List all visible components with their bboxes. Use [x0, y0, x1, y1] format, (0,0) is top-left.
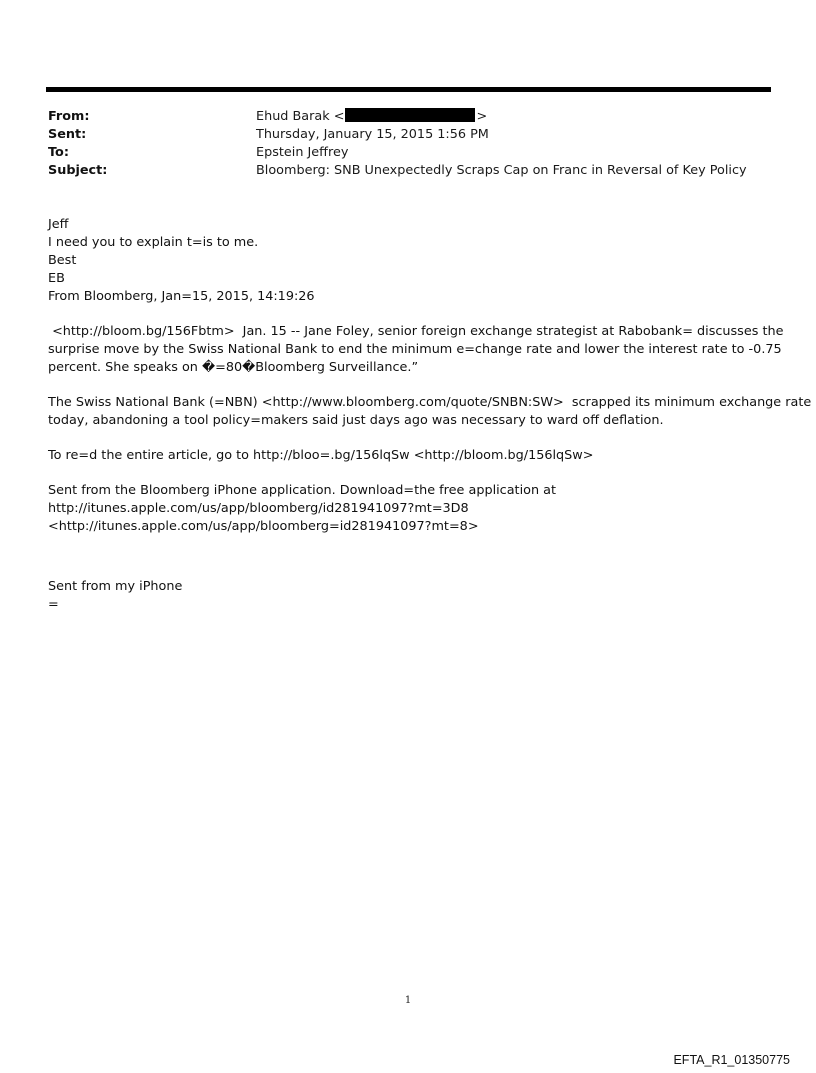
- article-paragraph-3: [48, 447, 773, 465]
- subject-value: Bloomberg: SNB Unexpectedly Scraps Cap on Franc in Reversal of Key Policy: [256, 163, 747, 178]
- from-label: From:: [48, 109, 90, 124]
- document-id: EFTA_R1_01350775: [673, 1053, 790, 1067]
- page-number: 1: [404, 995, 412, 1006]
- from-value: [256, 108, 487, 126]
- to-label: To:: [48, 145, 69, 160]
- body-line: Best: [48, 253, 77, 268]
- sent-row: [48, 126, 773, 144]
- body-line: I need you to explain t=is to me.: [48, 235, 259, 250]
- signature-block: [48, 578, 773, 614]
- body-line: <http://itunes.apple.com/us/app/bloomberg=id281941097?mt=8>: [48, 519, 479, 534]
- body-line: The Swiss National Bank (=NBN) <http://www.bloomberg.com/quote/SNBN:SW> scrapped its minimum exchange rate: [48, 395, 812, 410]
- from-row: [48, 108, 773, 126]
- email-header: [48, 108, 773, 180]
- to-row: [48, 144, 773, 162]
- body-line: =: [48, 597, 59, 612]
- body-line: http://itunes.apple.com/us/app/bloomberg/id281941097?mt=3D8: [48, 501, 469, 516]
- body-line: Jeff: [48, 217, 69, 232]
- body-line: Sent from my iPhone: [48, 579, 183, 594]
- subject-label: Subject:: [48, 163, 108, 178]
- body-line: <http://bloom.bg/156Fbtm> Jan. 15 -- Jane Foley, senior foreign exchange strategist at Rabobank= discusses the: [48, 324, 784, 339]
- body-line: Sent from the Bloomberg iPhone application. Download=the free application at: [48, 483, 556, 498]
- article-paragraph-1: [48, 323, 784, 377]
- subject-row: [48, 162, 773, 180]
- redacted-email-block: [345, 108, 475, 122]
- body-line: To re=d the entire article, go to http://bloo=.bg/156lqSw <http://bloom.bg/156lqSw>: [48, 448, 594, 463]
- body-line: surprise move by the Swiss National Bank to end the minimum e=change rate and lower the interest rate to -0.75: [48, 342, 782, 357]
- body-line: EB: [48, 271, 65, 286]
- sent-value: Thursday, January 15, 2015 1:56 PM: [256, 127, 489, 142]
- body-line: percent. She speaks on �=80�Bloomberg Surveillance.”: [48, 360, 419, 375]
- sent-label: Sent:: [48, 127, 87, 142]
- from-close: >: [476, 109, 488, 124]
- body-line: today, abandoning a tool policy=makers said just days ago was necessary to ward off deflation.: [48, 413, 664, 428]
- greeting-block: [48, 216, 773, 306]
- email-body: [48, 216, 812, 614]
- body-line: From Bloomberg, Jan=15, 2015, 14:19:26: [48, 289, 315, 304]
- to-value: Epstein Jeffrey: [256, 145, 349, 160]
- header-rule: [46, 87, 771, 92]
- article-paragraph-2: [48, 394, 812, 430]
- from-name: Ehud Barak <: [256, 109, 345, 124]
- article-paragraph-4: [48, 482, 773, 536]
